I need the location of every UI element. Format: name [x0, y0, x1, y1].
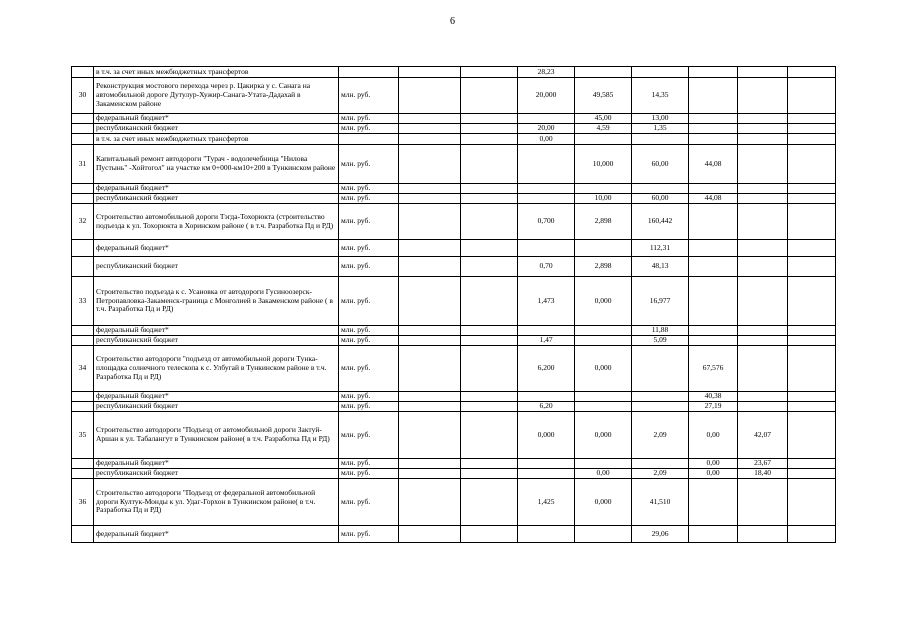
unit-cell: млн. руб.	[339, 124, 399, 134]
value-cell	[461, 412, 518, 459]
value-cell	[738, 134, 788, 145]
value-cell: 2,898	[575, 204, 632, 240]
item-label-cell: федеральный бюджет*	[94, 114, 339, 124]
row-number-cell: 32	[72, 204, 94, 240]
value-cell	[689, 204, 738, 240]
table-row	[72, 257, 889, 277]
value-cell	[575, 134, 632, 145]
value-cell	[461, 145, 518, 184]
value-cell	[399, 346, 461, 392]
value-cell	[575, 392, 632, 402]
value-cell	[399, 194, 461, 204]
table-row	[72, 184, 889, 194]
value-cell	[738, 184, 788, 194]
value-cell	[788, 277, 836, 326]
row-number-cell: 36	[72, 479, 94, 526]
value-cell	[788, 346, 836, 392]
item-label-cell: Строительство автодороги "Подъезд от федеральной автомобильной дороги Култук-Монды к ул. Удаг-Горхон в Тункинском районе( в т.ч. Разработка Пд и РД)	[94, 479, 339, 526]
item-label-cell: Капитальный ремонт автодороги "Турач - водолечебница "Нилова Пустынь" -Хойтогол" на участке км 0+000-км10+200 в Тункинском районе	[94, 145, 339, 184]
value-cell	[399, 402, 461, 412]
value-cell	[788, 459, 836, 469]
value-cell	[689, 336, 738, 346]
value-cell: 49,585	[575, 78, 632, 114]
value-cell: 0,000	[575, 412, 632, 459]
row-number-cell	[72, 114, 94, 124]
value-cell	[689, 124, 738, 134]
value-cell	[738, 346, 788, 392]
value-cell: 44,08	[689, 194, 738, 204]
item-label-cell: Строительство подъезда к с. Усановка от автодороги Гусиноозерск-Петропавловка-Закаменск-граница с Монголией в Закаменском районе ( в т.ч. Разработка Пд и РД)	[94, 277, 339, 326]
row-number-cell	[72, 240, 94, 257]
unit-cell: млн. руб.	[339, 459, 399, 469]
value-cell: 2,898	[575, 257, 632, 277]
item-label-cell: федеральный бюджет*	[94, 240, 339, 257]
value-cell	[461, 124, 518, 134]
value-cell	[738, 392, 788, 402]
value-cell: 0,000	[575, 479, 632, 526]
value-cell	[689, 277, 738, 326]
value-cell	[575, 402, 632, 412]
value-cell	[689, 326, 738, 336]
item-label-cell: Реконструкция мостового перехода через р. Цакирка у с. Санага на автомобильной дороге Дутулур-Хужир-Санага-Утата-Дадахай в Закаменском районе	[94, 78, 339, 114]
unit-cell: млн. руб.	[339, 412, 399, 459]
value-cell	[461, 67, 518, 78]
value-cell	[399, 184, 461, 194]
value-cell	[399, 326, 461, 336]
table-row	[72, 526, 889, 543]
value-cell	[461, 326, 518, 336]
value-cell	[461, 240, 518, 257]
value-cell	[788, 194, 836, 204]
item-label-cell: республиканский бюджет	[94, 257, 339, 277]
value-cell	[399, 204, 461, 240]
value-cell: 10,000	[575, 145, 632, 184]
value-cell	[788, 67, 836, 78]
row-number-cell	[72, 459, 94, 469]
table-row	[72, 67, 889, 78]
row-number-cell	[72, 194, 94, 204]
value-cell	[788, 204, 836, 240]
row-number-cell	[72, 326, 94, 336]
value-cell	[788, 184, 836, 194]
row-number-cell	[72, 469, 94, 479]
value-cell	[632, 134, 689, 145]
item-label-cell: в т.ч. за счет иных межбюджетных трансфертов	[94, 134, 339, 145]
value-cell: 67,576	[689, 346, 738, 392]
value-cell: 41,510	[632, 479, 689, 526]
value-cell	[738, 402, 788, 412]
value-cell: 13,00	[632, 114, 689, 124]
value-cell	[575, 326, 632, 336]
item-label-cell: республиканский бюджет	[94, 469, 339, 479]
value-cell	[575, 526, 632, 543]
value-cell: 0,00	[518, 134, 575, 145]
row-number-cell: 34	[72, 346, 94, 392]
value-cell	[461, 78, 518, 114]
unit-cell: млн. руб.	[339, 78, 399, 114]
table-row	[72, 469, 889, 479]
value-cell: 2,09	[632, 412, 689, 459]
table-row	[72, 240, 889, 257]
value-cell: 27,19	[689, 402, 738, 412]
value-cell: 0,00	[575, 469, 632, 479]
unit-cell: млн. руб.	[339, 194, 399, 204]
value-cell	[738, 526, 788, 543]
value-cell	[399, 124, 461, 134]
unit-cell: млн. руб.	[339, 277, 399, 326]
value-cell: 0,00	[689, 459, 738, 469]
table-row	[72, 402, 889, 412]
value-cell	[575, 336, 632, 346]
page-number: 6	[450, 16, 455, 27]
item-label-cell: республиканский бюджет	[94, 336, 339, 346]
value-cell	[461, 194, 518, 204]
value-cell	[461, 184, 518, 194]
unit-cell: млн. руб.	[339, 326, 399, 336]
table-row	[72, 326, 889, 336]
value-cell	[518, 526, 575, 543]
value-cell: 160,442	[632, 204, 689, 240]
value-cell	[399, 257, 461, 277]
value-cell	[461, 469, 518, 479]
value-cell	[738, 240, 788, 257]
value-cell	[788, 134, 836, 145]
value-cell	[461, 346, 518, 392]
unit-cell: млн. руб.	[339, 346, 399, 392]
value-cell	[632, 67, 689, 78]
table-row	[72, 336, 889, 346]
value-cell	[738, 78, 788, 114]
unit-cell: млн. руб.	[339, 204, 399, 240]
value-cell	[738, 114, 788, 124]
value-cell	[461, 392, 518, 402]
item-label-cell: Строительство автодороги "Подъезд от автомобильной дороги Зактуй-Аршан к ул. Табалангут в Тункинском районе( в т.ч. Разработка Пд и РД)	[94, 412, 339, 459]
value-cell: 5,09	[632, 336, 689, 346]
value-cell	[738, 257, 788, 277]
row-number-cell	[72, 336, 94, 346]
value-cell	[461, 257, 518, 277]
value-cell: 0,70	[518, 257, 575, 277]
value-cell	[788, 402, 836, 412]
value-cell	[689, 526, 738, 543]
value-cell: 0,000	[575, 277, 632, 326]
value-cell	[518, 326, 575, 336]
value-cell	[518, 469, 575, 479]
value-cell	[399, 240, 461, 257]
value-cell	[399, 336, 461, 346]
value-cell	[738, 336, 788, 346]
value-cell	[518, 114, 575, 124]
value-cell	[632, 402, 689, 412]
value-cell: 16,977	[632, 277, 689, 326]
unit-cell: млн. руб.	[339, 184, 399, 194]
value-cell	[461, 277, 518, 326]
item-label-cell: федеральный бюджет*	[94, 326, 339, 336]
row-number-cell: 35	[72, 412, 94, 459]
value-cell	[788, 412, 836, 459]
value-cell	[632, 346, 689, 392]
table-row	[72, 204, 889, 240]
value-cell: 18,40	[738, 469, 788, 479]
value-cell	[518, 240, 575, 257]
row-number-cell	[72, 184, 94, 194]
value-cell: 42,07	[738, 412, 788, 459]
value-cell	[461, 114, 518, 124]
value-cell	[575, 184, 632, 194]
value-cell	[399, 114, 461, 124]
value-cell	[632, 392, 689, 402]
value-cell	[788, 145, 836, 184]
value-cell	[518, 459, 575, 469]
row-number-cell	[72, 67, 94, 78]
table-row	[72, 194, 889, 204]
unit-cell	[339, 134, 399, 145]
value-cell	[461, 402, 518, 412]
value-cell: 0,00	[689, 412, 738, 459]
row-number-cell	[72, 402, 94, 412]
value-cell	[461, 479, 518, 526]
item-label-cell: федеральный бюджет*	[94, 184, 339, 194]
item-label-cell: республиканский бюджет	[94, 194, 339, 204]
value-cell: 0,000	[575, 346, 632, 392]
value-cell: 10,00	[575, 194, 632, 204]
value-cell: 28,23	[518, 67, 575, 78]
table-row	[72, 78, 889, 114]
unit-cell	[339, 67, 399, 78]
table-row	[72, 346, 889, 392]
value-cell	[738, 194, 788, 204]
value-cell	[399, 459, 461, 469]
value-cell: 1,425	[518, 479, 575, 526]
value-cell	[575, 67, 632, 78]
item-label-cell: Строительство автодороги "подъезд от автомобильной дороги Тунка-площадка солнечного телескопа к с. Улбугай в Тункинском районе в т.ч. Разработка Пд и РД)	[94, 346, 339, 392]
row-number-cell: 30	[72, 78, 94, 114]
value-cell	[689, 114, 738, 124]
value-cell	[399, 145, 461, 184]
value-cell: 2,09	[632, 469, 689, 479]
table-row	[72, 124, 889, 134]
value-cell: 44,08	[689, 145, 738, 184]
value-cell: 11,88	[632, 326, 689, 336]
value-cell: 14,35	[632, 78, 689, 114]
unit-cell: млн. руб.	[339, 469, 399, 479]
value-cell	[399, 392, 461, 402]
table-row	[72, 479, 889, 526]
value-cell	[788, 336, 836, 346]
row-number-cell: 31	[72, 145, 94, 184]
value-cell: 60,00	[632, 145, 689, 184]
value-cell	[461, 459, 518, 469]
value-cell	[788, 326, 836, 336]
row-number-cell	[72, 526, 94, 543]
table-row	[72, 134, 889, 145]
value-cell	[399, 479, 461, 526]
value-cell	[399, 526, 461, 543]
value-cell	[461, 134, 518, 145]
value-cell	[518, 392, 575, 402]
value-cell	[518, 194, 575, 204]
value-cell	[399, 134, 461, 145]
value-cell	[788, 479, 836, 526]
value-cell: 6,200	[518, 346, 575, 392]
value-cell	[788, 526, 836, 543]
item-label-cell: республиканский бюджет	[94, 124, 339, 134]
item-label-cell: республиканский бюджет	[94, 402, 339, 412]
value-cell	[788, 469, 836, 479]
value-cell: 45,00	[575, 114, 632, 124]
value-cell: 4,59	[575, 124, 632, 134]
value-cell	[738, 479, 788, 526]
value-cell	[738, 204, 788, 240]
value-cell	[689, 78, 738, 114]
value-cell	[575, 459, 632, 469]
value-cell	[689, 479, 738, 526]
value-cell: 60,00	[632, 194, 689, 204]
unit-cell: млн. руб.	[339, 402, 399, 412]
value-cell	[738, 67, 788, 78]
value-cell: 0,00	[689, 469, 738, 479]
row-number-cell	[72, 392, 94, 402]
unit-cell: млн. руб.	[339, 392, 399, 402]
row-number-cell: 33	[72, 277, 94, 326]
value-cell	[461, 336, 518, 346]
value-cell	[399, 67, 461, 78]
value-cell	[399, 78, 461, 114]
table-row	[72, 145, 889, 184]
value-cell	[575, 240, 632, 257]
value-cell: 48,13	[632, 257, 689, 277]
value-cell	[788, 124, 836, 134]
value-cell	[689, 257, 738, 277]
value-cell: 1,35	[632, 124, 689, 134]
item-label-cell: федеральный бюджет*	[94, 526, 339, 543]
unit-cell: млн. руб.	[339, 257, 399, 277]
value-cell	[399, 469, 461, 479]
value-cell: 1,47	[518, 336, 575, 346]
value-cell: 1,473	[518, 277, 575, 326]
unit-cell: млн. руб.	[339, 526, 399, 543]
unit-cell: млн. руб.	[339, 114, 399, 124]
value-cell: 6,20	[518, 402, 575, 412]
value-cell	[788, 114, 836, 124]
value-cell	[518, 145, 575, 184]
value-cell	[738, 326, 788, 336]
table-row	[72, 277, 889, 326]
row-number-cell	[72, 257, 94, 277]
table-row	[72, 459, 889, 469]
value-cell: 20,00	[518, 124, 575, 134]
value-cell: 23,67	[738, 459, 788, 469]
value-cell	[518, 184, 575, 194]
item-label-cell: в т.ч. за счет иных межбюджетных трансфертов	[94, 67, 339, 78]
row-number-cell	[72, 124, 94, 134]
value-cell	[689, 184, 738, 194]
value-cell	[788, 78, 836, 114]
value-cell: 40,38	[689, 392, 738, 402]
value-cell	[738, 124, 788, 134]
item-label-cell: федеральный бюджет*	[94, 392, 339, 402]
value-cell: 29,06	[632, 526, 689, 543]
value-cell: 112,31	[632, 240, 689, 257]
value-cell	[689, 134, 738, 145]
budget-table	[71, 66, 889, 543]
value-cell	[689, 67, 738, 78]
value-cell	[461, 526, 518, 543]
value-cell	[399, 412, 461, 459]
unit-cell: млн. руб.	[339, 145, 399, 184]
value-cell: 0,000	[518, 412, 575, 459]
value-cell	[788, 392, 836, 402]
value-cell	[788, 257, 836, 277]
item-label-cell: Строительство автомобильной дороги Тэгда-Тохорюкта (строительство подъезда к ул. Тохорюкта в Хоринском районе ( в т.ч. Разработка Пд и РД)	[94, 204, 339, 240]
row-number-cell	[72, 134, 94, 145]
value-cell	[788, 240, 836, 257]
value-cell	[689, 240, 738, 257]
value-cell	[632, 184, 689, 194]
table-row	[72, 392, 889, 402]
unit-cell: млн. руб.	[339, 240, 399, 257]
value-cell	[399, 277, 461, 326]
value-cell: 0,700	[518, 204, 575, 240]
table-row	[72, 412, 889, 459]
value-cell	[738, 277, 788, 326]
table-row	[72, 114, 889, 124]
value-cell	[632, 459, 689, 469]
value-cell: 20,000	[518, 78, 575, 114]
value-cell	[738, 145, 788, 184]
unit-cell: млн. руб.	[339, 336, 399, 346]
unit-cell: млн. руб.	[339, 479, 399, 526]
item-label-cell: федеральный бюджет*	[94, 459, 339, 469]
value-cell	[461, 204, 518, 240]
